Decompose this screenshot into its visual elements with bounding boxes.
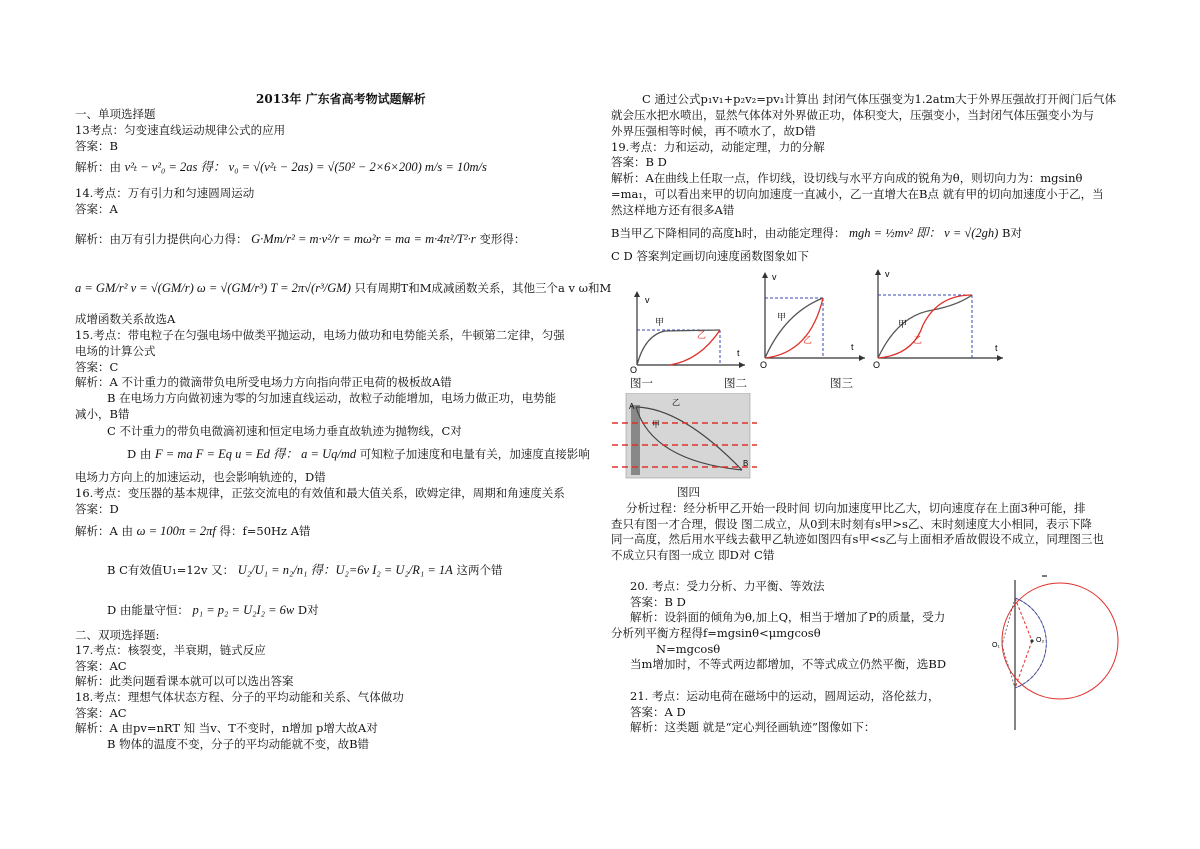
q20-answer: 答案：B D xyxy=(630,595,686,609)
q20-solution-4: 当m增加时，不等式两边都增加，不等式成立仍然平衡，选BD xyxy=(630,657,947,671)
curve-yi-label: 乙 xyxy=(803,335,813,345)
point-b-label: B xyxy=(743,459,749,468)
q13-point: 13考点：匀变速直线运动规律公式的应用 xyxy=(75,123,286,137)
q16-d-prefix: D 由能量守恒： xyxy=(107,603,189,617)
curve-yi-label: 乙 xyxy=(697,330,707,340)
fig1-caption: 图一 xyxy=(630,376,653,390)
origin-label: O xyxy=(760,360,768,370)
q20-solution-3: N=mgcosθ xyxy=(656,642,721,656)
q13-solution xyxy=(75,160,487,175)
q19-analysis-3: 同一高度，然后用水平线去截甲乙轨迹如图四有s甲<s乙与上面相矛盾故假设不成立，同理图三也 xyxy=(611,532,1104,546)
q19-b-formula: mgh = ½mv² 即： v = √(2gh) xyxy=(849,226,999,240)
q18-answer: 答案：AC xyxy=(75,706,127,720)
q15-c: C 不计重力的带负电微滴初速和恒定电场力垂直故轨迹为抛物线，C对 xyxy=(107,424,462,438)
q15-d2: 电场力方向上的加速运动，也会影响轨迹的，D错 xyxy=(75,470,326,484)
q18-c2: 就会压水把水喷出，显然气体体对外界做正功，体积变大，压强变小，当封闭气体压强变小为与 xyxy=(611,108,1094,122)
track-yi-label: 乙 xyxy=(672,398,680,407)
slide-track-figure xyxy=(612,393,757,481)
q18-a: 解析：A 由pv=nRT 知 当v、T不变时，n增加 p增大故A对 xyxy=(75,721,378,735)
q14-text2: 只有周期T和M成减函数关系，其他三个a v ω和M xyxy=(354,281,612,295)
q16-a-prefix: 解析：A 由 xyxy=(75,524,133,538)
q15-answer: 答案：C xyxy=(75,360,119,374)
q16-bc xyxy=(107,563,502,578)
q15-b: B 在电场力方向做初速为零的匀加速直线运动，故粒子动能增加，电场力做正功，电势能 xyxy=(107,391,557,405)
fig3-caption: 图三 xyxy=(830,376,853,390)
q15-point: 15.考点：带电粒子在匀强电场中做类平抛运动，电场力做功和电势能关系，牛顿第二定律，匀强 xyxy=(75,328,565,342)
q16-d-formula: p₁ = p₂ = U₂I₂ = 6w xyxy=(192,603,295,617)
q16-point: 16.考点：变压器的基本规律，正弦交流电的有效值和最大值关系，欧姆定律，周期和角速度关系 xyxy=(75,486,565,500)
q15-a: 解析：A 不计重力的微滴带负电所受电场力方向指向带正电荷的极板故A错 xyxy=(75,375,452,389)
q16-answer: 答案：D xyxy=(75,502,119,516)
origin-label: O xyxy=(630,365,638,375)
page-title: 2013年 广东省高考物试题解析 xyxy=(256,92,426,106)
q16-bc-formula: U₂/U₁ = n₂/n₁ 得：U₂=6v I₂ = U₂/R₁ = 1A xyxy=(237,563,453,577)
curve-jia-label: 甲 xyxy=(898,319,908,329)
axis-v-label: v xyxy=(885,269,890,279)
q14-sol-prefix: 解析：由万有引力提供向心力得： xyxy=(75,232,248,246)
q19-a3: 然这样地方还有很多A错 xyxy=(611,203,735,217)
q19-b xyxy=(611,226,1022,241)
fig4-caption: 图四 xyxy=(677,485,700,499)
fig2-caption: 图二 xyxy=(724,376,747,390)
q13-answer: 答案：B xyxy=(75,139,118,153)
q13-formula: v²ₜ − v²₀ = 2as 得： v₀ = √(v²ₜ − 2as) = √(50² − 2×6×200) m/s = 10m/s xyxy=(124,160,487,174)
q18-c: C 通过公式p₁v₁+p₂v₂=pv₁计算出 封闭气体压强变为1.2atm大于外界压强故打开阀门后气体 xyxy=(642,92,1117,106)
center-o1-label: O₁ xyxy=(992,642,1000,649)
velocity-graph-1 xyxy=(625,285,750,375)
magnetic-trajectory-figure xyxy=(990,570,1125,735)
q14-answer: 答案：A xyxy=(75,202,118,216)
q18-point: 18.考点：理想气体状态方程、分子的平均动能和关系、气体做功 xyxy=(75,690,404,704)
q15-d-prefix: D 由 xyxy=(127,447,152,461)
axis-v-label: v xyxy=(772,272,777,282)
track-jia-label: 甲 xyxy=(652,420,660,429)
q16-d-suffix: D对 xyxy=(297,603,319,617)
velocity-graph-3 xyxy=(868,265,1008,373)
q14-text3: 成增函数关系故选A xyxy=(75,312,176,326)
axis-v-label: v xyxy=(645,295,650,305)
q19-b-prefix: B当甲乙下降相同的高度h时，由动能定理得： xyxy=(611,226,846,240)
curve-jia-label: 甲 xyxy=(777,312,787,322)
q16-a-suffix: 得：f=50Hz A错 xyxy=(219,524,311,538)
axis-t-label: t xyxy=(737,348,740,358)
q19-analysis-1: 分析过程：经分析甲乙开始一段时间 切向加速度甲比乙大，切向速度存在上面3种可能，排 xyxy=(626,501,1086,515)
q21-point: 21. 考点：运动电荷在磁场中的运动，圆周运动，洛伦兹力， xyxy=(630,689,940,703)
q19-answer: 答案：B D xyxy=(611,155,667,169)
axis-t-label: t xyxy=(995,343,998,353)
q19-point: 19.考点：力和运动，动能定理，力的分解 xyxy=(611,140,825,154)
q15-d-suffix: 可知粒子加速度和电量有关，加速度直接影响 xyxy=(359,447,590,461)
q14-formula: G·Mm/r² = m·v²/r = mω²r = ma = m·4π²/T²·r xyxy=(251,232,476,246)
q15-d xyxy=(127,447,590,462)
center-o2-label: O₂ xyxy=(1036,637,1045,644)
q18-b: B 物体的温度不变，分子的平均动能就不变，故B错 xyxy=(107,737,370,751)
q14-sol-suffix: 变形得： xyxy=(479,232,526,246)
q19-a: 解析：A在曲线上任取一点，作切线，设切线与水平方向成的锐角为θ，则切向力为：mgsinθ xyxy=(611,171,1083,185)
q18-c3: 外界压强相等时候，再不喷水了，故D错 xyxy=(611,124,816,138)
q13-sol-prefix: 解析：由 xyxy=(75,160,121,174)
q15-b2: 减小，B错 xyxy=(75,407,130,421)
q16-a xyxy=(75,524,311,539)
q14-point: 14.考点：万有引力和匀速圆周运动 xyxy=(75,186,255,200)
q21-answer: 答案：A D xyxy=(630,705,686,719)
q15-d-formula: F = ma F = Eq u = Ed 得： a = Uq/md xyxy=(155,447,357,461)
axis-t-label: t xyxy=(851,342,854,352)
q20-solution-2: 分析列平衡方程得f=mgsinθ<μmgcosθ xyxy=(611,626,821,640)
section-single-choice: 一、单项选择题 xyxy=(75,107,156,121)
q21-solution: 解析：这类题 就是“定心判径画轨迹”图像如下： xyxy=(630,720,876,734)
origin-label: O xyxy=(873,360,881,370)
q19-analysis-4: 不成立只有图一成立 即D对 C错 xyxy=(611,548,775,562)
velocity-graph-2 xyxy=(755,268,870,373)
q17-solution: 解析：此类问题看课本就可以可以选出答案 xyxy=(75,674,294,688)
curve-yi-label: 乙 xyxy=(913,335,923,345)
curve-jia-label: 甲 xyxy=(655,317,665,327)
q14-formula2: a = GM/r² v = √(GM/r) ω = √(GM/r³) T = 2π√(r³/GM) xyxy=(75,281,351,295)
q16-bc-suffix: 这两个错 xyxy=(456,563,503,577)
q20-point: 20. 考点：受力分析、力平衡、等效法 xyxy=(630,579,825,593)
section-double-choice: 二、双项选择题: xyxy=(75,628,160,642)
q19-analysis-2: 查只有图一才合理，假设 图二成立，从0到末时刻有s甲>s乙、末时刻速度大小相同，表示下降 xyxy=(611,517,1092,531)
point-a-label: A xyxy=(629,402,635,411)
q20-solution: 解析：设斜面的倾角为θ,加上Q，相当于增加了P的质量，受力 xyxy=(630,610,946,624)
q16-d xyxy=(107,603,319,618)
q16-bc-text: B C有效值U₁=12v 又： xyxy=(107,563,235,577)
q14-solution xyxy=(75,232,525,247)
q14-formula2-line xyxy=(75,281,611,296)
q19-b-suffix: B对 xyxy=(1002,226,1022,240)
q15-point2: 电场的计算公式 xyxy=(75,344,156,358)
q17-answer: 答案：AC xyxy=(75,659,127,673)
q19-cd: C D 答案判定画切向速度函数图象如下 xyxy=(611,249,809,263)
q16-a-formula: ω = 100π = 2πf xyxy=(136,524,216,538)
q17-point: 17.考点：核裂变，半衰期，链式反应 xyxy=(75,643,266,657)
q19-a2: =ma₁，可以看出来甲的切向加速度一直减小，乙一直增大在B点 就有甲的切向加速度小于乙，当 xyxy=(611,187,1104,201)
